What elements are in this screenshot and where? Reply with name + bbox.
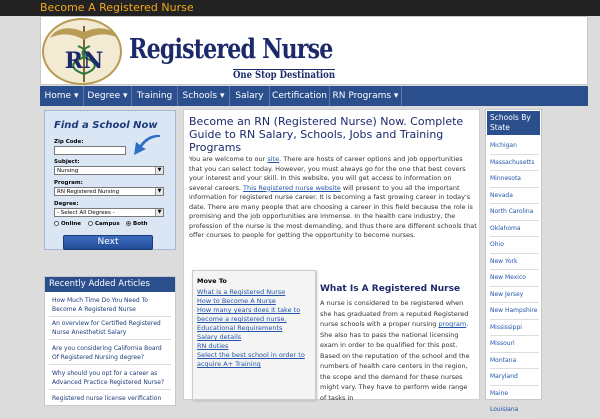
caduceus-logo-icon[interactable] — [42, 18, 122, 85]
radio-dot-icon — [88, 221, 93, 226]
program-value: RN Registered Nursing — [57, 189, 120, 195]
state-link[interactable]: New York — [490, 254, 539, 271]
top-bar — [0, 0, 600, 16]
radio-campus[interactable] — [88, 221, 120, 227]
state-link[interactable]: Oklahoma — [490, 221, 539, 238]
nav-schools[interactable]: Schools ▾ — [178, 86, 230, 106]
state-link[interactable]: Minnesota — [490, 171, 539, 188]
site-link[interactable]: site — [267, 155, 280, 163]
chevron-down-icon: ▼ — [155, 167, 163, 174]
radio-online[interactable] — [54, 221, 81, 227]
recent-article-link[interactable]: Registered nurse license verification — [52, 395, 162, 402]
recent-article-link[interactable]: Why should you opt for a career as Advanced Practice Registered Nurse? — [49, 368, 171, 390]
state-link[interactable]: New Mexico — [490, 270, 539, 287]
zip-input[interactable] — [54, 146, 126, 155]
chevron-down-icon: ▼ — [155, 209, 163, 216]
nav-home[interactable]: Home ▾ — [40, 86, 84, 106]
state-link[interactable]: Mississippi — [490, 320, 539, 337]
nav-degree[interactable]: Degree ▾ — [84, 86, 132, 106]
schools-by-state-heading: Schools By State — [487, 111, 540, 135]
subject-value: Nursing — [57, 168, 79, 174]
recent-article-link[interactable]: How Much Time Do You Need To Become A Registered Nurse — [49, 295, 171, 317]
program-select[interactable] — [54, 187, 164, 196]
nav-certification[interactable]: Certification — [270, 86, 330, 106]
program-link[interactable]: program — [438, 320, 467, 328]
state-link[interactable]: North Carolina — [490, 204, 539, 221]
recent-article-link[interactable]: Are you considering California Board Of Registered Nursing degree? — [49, 343, 171, 365]
intro-text: will present to you all the important information for registered nurse career. It is becoming a fast growing career in today's date. There are many people that are choosing a career in this field because the role is promising and the job opportunities are immense. In the health care industry, the profession of the nurse is the most demanding, and thus there are different schools that offer courses to people for getting the opportunity to become nurses. — [189, 183, 477, 239]
subject-label: Subject: — [54, 159, 80, 165]
degree-label: Degree: — [54, 201, 79, 207]
brand-tagline: One Stop Destination — [233, 70, 335, 81]
state-link[interactable]: Ohio — [490, 237, 539, 254]
header — [40, 16, 588, 85]
zip-label: Zip Code: — [54, 139, 84, 145]
state-link[interactable]: New Hampshire — [490, 303, 539, 320]
recent-article-link[interactable]: An overview for Certified Registered Nurse Anesthetist Salary — [49, 318, 171, 340]
logo-rn-text: RN — [64, 48, 104, 74]
move-to-link[interactable]: RN duties — [197, 342, 229, 350]
state-link[interactable]: Michigan — [490, 138, 539, 155]
intro-text: . There are hosts of career options and job opportunities that you can select today. However, you must always go for the one that best covers your interest and your skill. In this website, you will get access to information on several careers. — [189, 155, 466, 192]
chevron-down-icon: ▼ — [155, 188, 163, 195]
degree-value: - Select All Degrees - — [57, 210, 115, 216]
nav-rn-programs[interactable]: RN Programs ▾ — [330, 86, 402, 106]
main-nav — [40, 86, 588, 106]
rn-website-link[interactable]: This Registered nurse website — [243, 183, 341, 192]
subject-select[interactable] — [54, 166, 164, 175]
radio-both[interactable] — [126, 221, 148, 227]
radio-campus-label: Campus — [95, 221, 120, 227]
move-to-link[interactable]: Salary details — [197, 333, 242, 341]
arrow-icon — [130, 133, 162, 159]
radio-dot-selected-icon — [126, 221, 131, 226]
move-to-box — [192, 270, 316, 400]
next-button[interactable]: Next — [63, 235, 153, 250]
move-to-heading: Move To — [197, 277, 227, 285]
degree-select[interactable] — [54, 208, 164, 217]
state-link[interactable]: Maine — [490, 386, 539, 403]
section-text: . She also has to pass the national licensing exam in order to be qualified for this post. Based on the reputation of the school and the numbers of health care centers in the region, the scope and the demand for these nurses might vary. They have to perform wide range of tasks in — [320, 320, 470, 402]
radio-both-label: Both — [133, 221, 148, 227]
state-link[interactable]: Montana — [490, 353, 539, 370]
state-link[interactable]: Missouri — [490, 336, 539, 353]
section-text: A nurse is considered to be registered when she has graduated from a reputed Registered nurse schools with a proper nursing — [320, 299, 469, 328]
section-paragraph — [320, 298, 474, 403]
state-link[interactable]: Massachusetts — [490, 155, 539, 172]
radio-online-label: Online — [61, 221, 82, 227]
intro-text: You are welcome to our — [189, 155, 268, 163]
move-to-link[interactable]: How to Become A Nurse — [197, 297, 276, 305]
state-link[interactable]: Louisiana — [490, 402, 539, 419]
state-link[interactable]: New Jersey — [490, 287, 539, 304]
move-to-link[interactable]: Educational Requirements — [197, 324, 283, 332]
program-label: Program: — [54, 180, 83, 186]
move-to-link[interactable]: How many years does it take to become a registered nurse. — [197, 306, 301, 323]
state-link[interactable]: Maryland — [490, 369, 539, 386]
finder-title: Find a School Now — [54, 120, 158, 131]
state-link[interactable]: Nevada — [490, 188, 539, 205]
site-title-link[interactable]: Become A Registered Nurse — [40, 1, 194, 14]
move-to-link[interactable]: Select the best school in order to acquire A+ Training — [197, 351, 305, 368]
nav-salary[interactable]: Salary — [230, 86, 270, 106]
brand-title[interactable]: Registered Nurse — [129, 34, 333, 65]
radio-dot-icon — [54, 221, 59, 226]
recent-articles-heading: Recently Added Articles — [45, 277, 175, 292]
page-title: Become an RN (Registered Nurse) Now. Complete Guide to RN Salary, Schools, Jobs and Training Programs — [189, 115, 464, 154]
schools-by-state — [485, 109, 542, 413]
recent-articles — [44, 276, 176, 406]
move-to-link[interactable]: What is a Registered Nurse — [197, 288, 286, 296]
section-heading: What Is A Registered Nurse — [320, 284, 461, 294]
nav-training[interactable]: Training — [132, 86, 178, 106]
intro-paragraph — [189, 155, 477, 241]
